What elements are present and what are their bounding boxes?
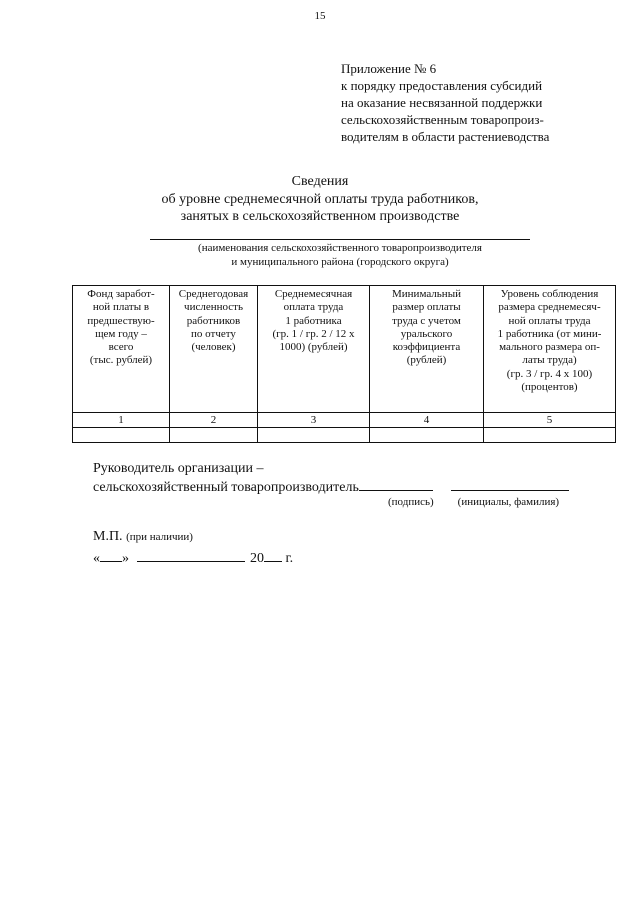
stamp-label: М.П. bbox=[93, 529, 123, 544]
data-cell-min-wage[interactable] bbox=[370, 428, 484, 443]
caption-line: (наименования сельскохозяйственного товаропроизводителя bbox=[198, 242, 482, 254]
data-cell-headcount[interactable] bbox=[170, 428, 258, 443]
title-line: Сведения bbox=[291, 174, 349, 189]
year-field[interactable] bbox=[264, 548, 282, 562]
signatory-block bbox=[93, 460, 569, 496]
quote-close: » bbox=[122, 551, 129, 566]
column-number: 4 bbox=[370, 413, 484, 428]
producer-name-caption bbox=[130, 241, 550, 269]
appendix-line: Приложение № 6 bbox=[341, 61, 437, 76]
stamp-line bbox=[93, 528, 293, 546]
appendix-line: водителям в области растениеводства bbox=[341, 129, 550, 144]
stamp-note: (при наличии) bbox=[126, 531, 193, 543]
year-prefix: 20 bbox=[250, 551, 264, 566]
appendix-line: к порядку предоставления субсидий bbox=[341, 78, 543, 93]
year-suffix: г. bbox=[285, 551, 294, 566]
col-header-minimum-wage: Минимальный размер оплаты труда с учетом уральского коэффициента (рублей) bbox=[370, 286, 484, 413]
data-cell-wage-fund[interactable] bbox=[73, 428, 170, 443]
column-number: 5 bbox=[484, 413, 616, 428]
col-header-avg-monthly-wage: Среднемесячная оплата труда 1 работника (гр. 1 / гр. 2 / 12 х 1000) (рублей) bbox=[258, 286, 370, 413]
appendix-line: на оказание несвязанной поддержки bbox=[341, 95, 543, 110]
initials-caption: (инициалы, фамилия) bbox=[457, 496, 560, 508]
column-number: 1 bbox=[73, 413, 170, 428]
signatory-title-line2 bbox=[93, 477, 569, 496]
col-header-wage-fund: Фонд заработ- ной платы в предшествую- щем году – всего (тыс. рублей) bbox=[73, 286, 170, 413]
col-header-compliance-level: Уровень соблюдения размера среднемесяч- ной оплаты труда 1 работника (от мини- мального размера оп- латы труда) (гр. 3 / гр. 4 х 100) (процентов) bbox=[484, 286, 616, 413]
stamp-date-block bbox=[93, 528, 293, 567]
page-number: 15 bbox=[314, 10, 326, 22]
signature-caption: (подпись) bbox=[388, 496, 434, 508]
data-cell-avg-wage[interactable] bbox=[258, 428, 370, 443]
title-line: об уровне среднемесячной оплаты труда работников, bbox=[161, 191, 479, 207]
initials-surname-field[interactable] bbox=[451, 477, 569, 491]
quote-open: « bbox=[93, 551, 100, 566]
signatory-title-line1: Руководитель организации – bbox=[93, 461, 264, 476]
column-number: 2 bbox=[170, 413, 258, 428]
col-header-headcount: Среднегодовая численность работников по отчету (человек) bbox=[170, 286, 258, 413]
document-title bbox=[100, 173, 540, 226]
table-header-row bbox=[73, 286, 616, 413]
signature-captions bbox=[388, 496, 559, 508]
date-line bbox=[93, 548, 293, 567]
column-number: 3 bbox=[258, 413, 370, 428]
title-line: занятых в сельскохозяйственном производстве bbox=[180, 209, 460, 224]
day-field[interactable] bbox=[100, 548, 122, 562]
caption-line: и муниципального района (городского округа) bbox=[231, 256, 449, 268]
table-data-row bbox=[73, 428, 616, 443]
month-field[interactable] bbox=[137, 548, 245, 562]
signatory-title: сельскохозяйственный товаропроизводитель bbox=[93, 480, 359, 495]
wage-table bbox=[72, 285, 616, 443]
appendix-header bbox=[341, 60, 549, 145]
producer-name-line bbox=[150, 239, 530, 240]
data-cell-compliance[interactable] bbox=[484, 428, 616, 443]
signature-field[interactable] bbox=[359, 477, 433, 491]
column-number-row bbox=[73, 413, 616, 428]
appendix-line: сельскохозяйственным товаропроиз- bbox=[341, 112, 544, 127]
